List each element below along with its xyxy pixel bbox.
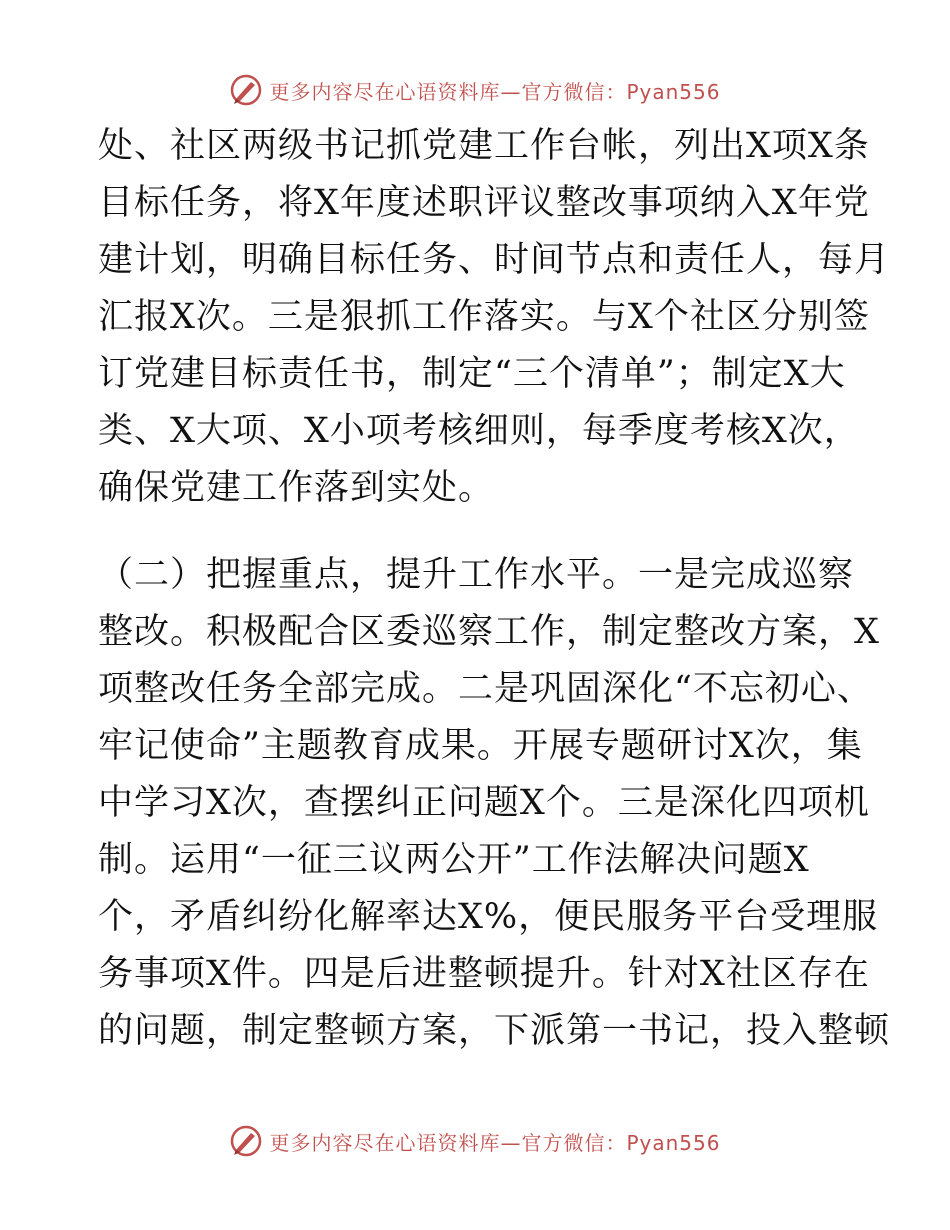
text-line: 建计划，明确目标任务、时间节点和责任人，每月 — [98, 240, 891, 280]
text-line: 目标任务，将X年度述职评议整改事项纳入X年党 — [98, 183, 870, 223]
paragraph — [98, 118, 891, 517]
text-line: 项整改任务全部完成。二是巩固深化“不忘初心、 — [98, 669, 873, 709]
text-line: 类、X大项、X小项考核细则，每季度考核X次， — [98, 411, 860, 451]
text-line: 整改。积极配合区委巡察工作，制定整改方案，X — [98, 612, 880, 652]
text-line: （二）把握重点，提升工作水平。一是完成巡察 — [98, 555, 855, 595]
document-body — [98, 118, 891, 1060]
watermark-text: 更多内容尽在心语资料库—官方微信：Pyan556 — [269, 79, 721, 104]
text-line: 确保党建工作落到实处。 — [98, 468, 495, 508]
paragraph-spacer — [98, 517, 858, 547]
text-line: 中学习X次，查摆纠正问题X个。三是深化四项机 — [98, 783, 870, 823]
paragraph — [98, 547, 891, 1060]
pen-logo-icon — [229, 1124, 263, 1158]
text-line: 订党建目标责任书，制定“三个清单”；制定X大 — [98, 354, 846, 394]
text-line: 制。运用“一征三议两公开”工作法解决问题X — [98, 840, 810, 880]
pen-logo-icon — [229, 73, 263, 107]
text-line: 汇报X次。三是狠抓工作落实。与X个社区分别签 — [98, 297, 870, 337]
text-line: 务事项X件。四是后进整顿提升。针对X社区存在 — [98, 954, 870, 994]
text-line: 牢记使命”主题教育成果。开展专题研讨X次，集 — [98, 726, 863, 766]
watermark-text: 更多内容尽在心语资料库—官方微信：Pyan556 — [269, 1130, 721, 1155]
text-line: 的问题，制定整顿方案，下派第一书记，投入整顿 — [98, 1011, 891, 1051]
text-line: 个，矛盾纠纷化解率达X%，便民服务平台受理服 — [98, 897, 879, 937]
text-line: 处、社区两级书记抓党建工作台帐，列出X项X条 — [98, 126, 870, 166]
header-watermark — [0, 70, 950, 110]
footer-watermark — [0, 1121, 950, 1161]
